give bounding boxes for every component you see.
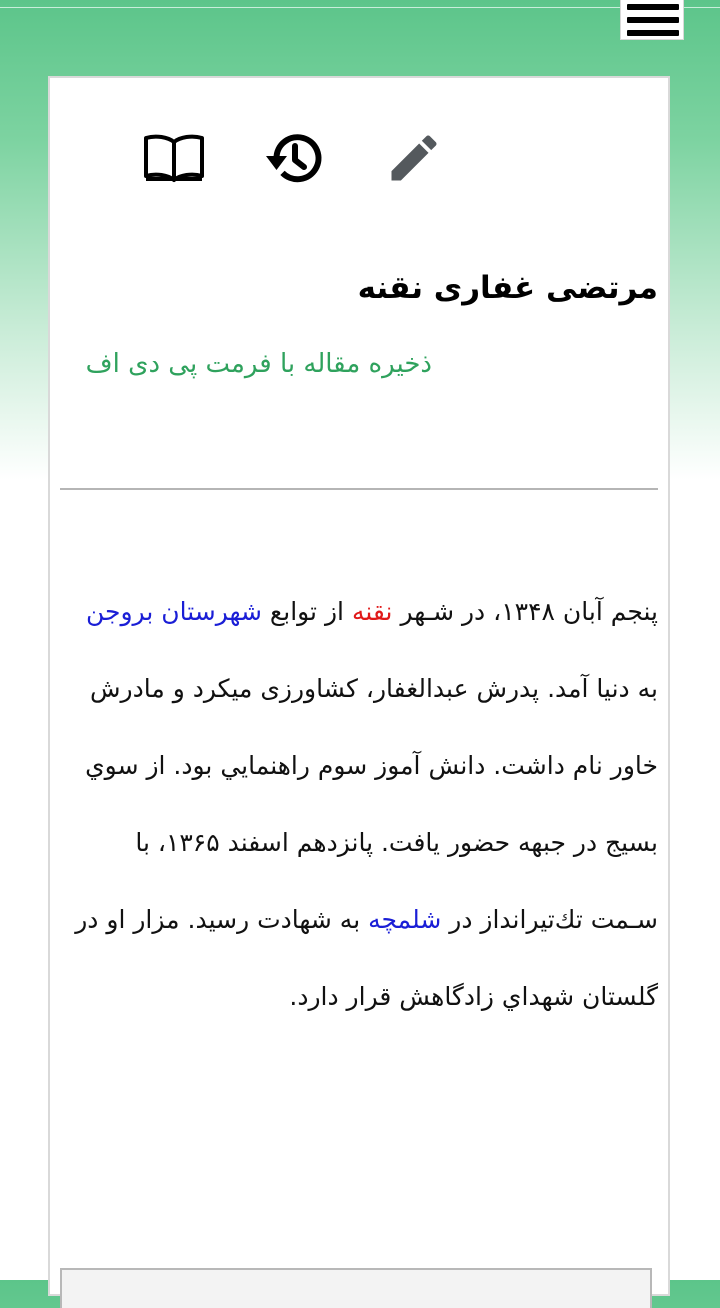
link-naghneh[interactable]: نقنه xyxy=(351,597,393,626)
article-text: به دنیا آمد. پدرش عبدالغفار، کشاورزی میکرد و مادرش خاور نام داشت. دانش آموز سوم راهنمايي بود. از سوي بسيج در جبهه حضور يافت. پانزدهم اسفند ۱۳۶۵، با سـمت تك‌تيرانداز در xyxy=(85,674,658,934)
menu-bar xyxy=(627,30,679,36)
menu-bar xyxy=(627,4,679,10)
link-borujen-county[interactable]: شهرستان بروجن xyxy=(85,597,262,626)
divider xyxy=(60,488,658,490)
article-text: به شهادت رسيد. مزار او در گلستان شهداي زادگاهش قرار دارد. xyxy=(75,905,658,1011)
article-card xyxy=(48,76,670,1296)
hamburger-menu-icon[interactable] xyxy=(620,0,684,40)
link-shalamcheh[interactable]: شلمچه xyxy=(368,905,442,934)
book-open-icon[interactable] xyxy=(142,130,206,186)
save-pdf-link[interactable]: ذخیره مقاله با فرمت پی دی اف xyxy=(85,349,432,379)
article-body xyxy=(73,573,658,1035)
pencil-icon[interactable] xyxy=(382,130,446,186)
bottom-panel xyxy=(60,1268,652,1308)
article-text: پنجم آبان ۱۳۴۸، در شـهر xyxy=(392,597,658,626)
page-title: مرتضی غفاری نقنه xyxy=(357,270,658,306)
top-accent-line xyxy=(0,7,720,8)
history-icon[interactable] xyxy=(262,130,326,186)
menu-bar xyxy=(627,17,679,23)
article-text: از توابع xyxy=(261,597,352,626)
